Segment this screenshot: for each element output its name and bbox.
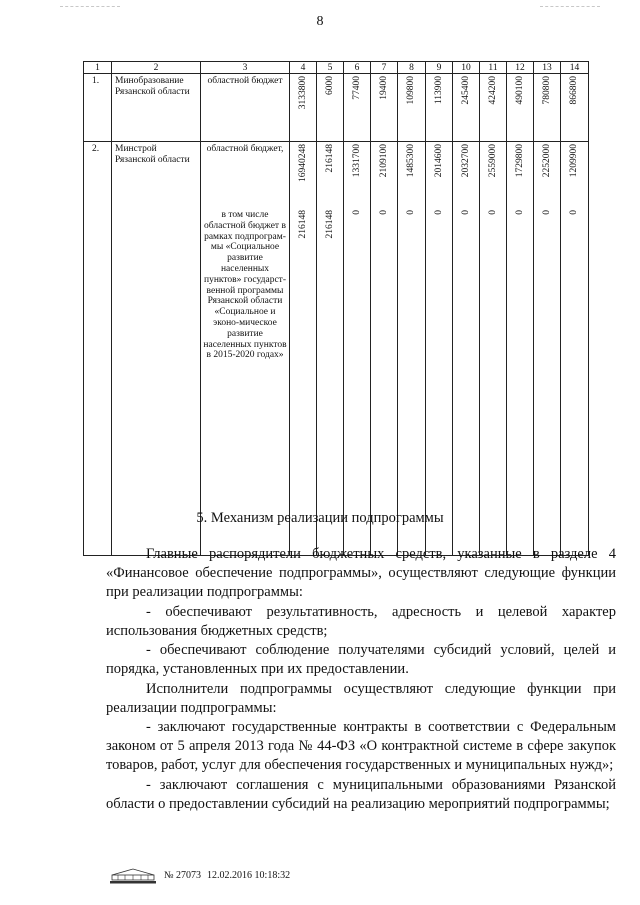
column-number: 4 (290, 62, 317, 74)
amount-cell: 216148 (297, 210, 308, 239)
amount-cell: 0 (487, 210, 498, 215)
column-number: 14 (561, 62, 589, 74)
financing-table (83, 61, 589, 556)
section-title: 5. Механизм реализации подпрограммы (196, 510, 444, 526)
paragraph: - заключают государственные контракты в соответствии с Федеральным законом от 5 апреля 2013 года № 44-ФЗ «О контрактной системе в сфере закупок товаров, работ, услуг для обеспечения государственных и муниципальных нужд»; (106, 719, 616, 774)
column-number: 6 (344, 62, 371, 74)
funding-source: областной бюджет (201, 74, 290, 142)
amount-cell: 0 (378, 210, 389, 215)
amount-cell: 109800 (406, 76, 416, 105)
column-number: 10 (453, 62, 480, 74)
amount-cell: 77400 (351, 76, 362, 100)
amount-cell: 1331700 (351, 144, 362, 178)
amount-cell: 6000 (324, 76, 335, 95)
amount-cell: 2014600 (433, 144, 444, 178)
amount-cell: 0 (406, 210, 416, 215)
column-number: 8 (398, 62, 426, 74)
column-number: 1 (84, 62, 112, 74)
column-number: 9 (426, 62, 453, 74)
amount-cell: 866800 (569, 76, 579, 105)
amount-cell: 245400 (460, 76, 471, 105)
amount-cell: 1485300 (406, 144, 416, 178)
executor-name: Минобразование Рязанской области (112, 74, 201, 142)
column-number-row (84, 62, 589, 74)
funding-source-detail: в том числе областной бюджет в рамках подпрограм-мы «Социальное развитие населенных пунктов» государст-венной программы Рязанской области «Социальное и эконо-мическое развитие населенных пунктов в 2015-2020 годах» (201, 208, 290, 556)
column-number: 5 (317, 62, 344, 74)
amount-cell: 2252000 (541, 144, 552, 178)
paragraph: Главные распорядители бюджетных средств, указанные в разделе 4 «Финансовое обеспечение подпрограммы», осуществляют следующие функции при реализации подпрограммы: (106, 546, 616, 601)
amount-cell: 0 (569, 210, 579, 215)
amount-cell: 1209900 (569, 144, 579, 178)
document-number: № 27073 (164, 869, 202, 881)
document-footer (108, 866, 290, 884)
funding-source: областной бюджет, (201, 142, 290, 209)
amount-cell: 2032700 (460, 144, 471, 178)
amount-cell: 0 (351, 210, 362, 215)
paragraph: - обеспечивают соблюдение получателями субсидий условий, целей и порядка, установленных при их предоставлении. (106, 642, 616, 678)
amount-cell: 0 (514, 210, 525, 215)
column-number: 2 (112, 62, 201, 74)
column-number: 11 (480, 62, 507, 74)
scan-artifact-line (540, 6, 600, 8)
paragraph: - заключают соглашения с муниципальными образованиями Рязанской области о предоставлении субсидий на реализацию мероприятий подпрограммы; (106, 777, 616, 813)
amount-cell: 216148 (324, 144, 335, 173)
column-number: 13 (534, 62, 561, 74)
amount-cell: 19400 (378, 76, 389, 100)
government-building-stamp-icon (108, 866, 158, 884)
table-row (84, 74, 589, 142)
document-datetime: 12.02.2016 10:18:32 (207, 869, 291, 881)
amount-cell: 0 (433, 210, 444, 215)
amount-cell: 2559000 (487, 144, 498, 178)
amount-cell: 1729800 (514, 144, 525, 178)
table-row (84, 142, 589, 209)
amount-cell: 780800 (541, 76, 552, 105)
amount-cell: 16940248 (297, 144, 308, 182)
paragraph: Исполнители подпрограммы осуществляют следующие функции при реализации подпрограммы: (106, 681, 616, 717)
amount-cell: 3133800 (297, 76, 308, 110)
amount-cell: 0 (541, 210, 552, 215)
amount-cell: 490100 (514, 76, 525, 105)
amount-cell: 2109100 (378, 144, 389, 178)
column-number: 3 (201, 62, 290, 74)
amount-cell: 424200 (487, 76, 498, 105)
column-number: 7 (371, 62, 398, 74)
amount-cell: 0 (460, 210, 471, 215)
amount-cell: 113900 (433, 76, 444, 105)
row-number: 1. (84, 74, 112, 142)
scan-artifact-line (60, 6, 120, 8)
column-number: 12 (507, 62, 534, 74)
page-number: 8 (316, 14, 324, 29)
amount-cell: 216148 (324, 210, 335, 239)
row-number: 2. (84, 142, 112, 556)
executor-name: Минстрой Рязанской области (112, 142, 201, 556)
paragraph: - обеспечивают результативность, адресность и целевой характер использования бюджетных средств; (106, 604, 616, 640)
